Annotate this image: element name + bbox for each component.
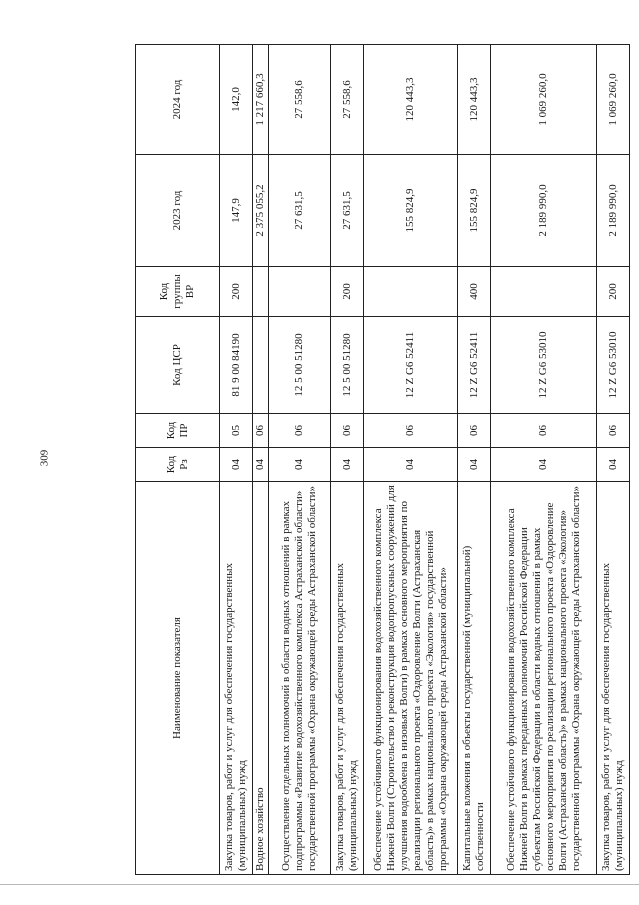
- row-2023: 2 189 990,0: [491, 155, 597, 267]
- row-rz: 04: [458, 448, 491, 482]
- row-pr: 06: [491, 414, 597, 448]
- row-2024: 1 217 660,3: [253, 45, 269, 155]
- page-bottom-rule: [0, 884, 639, 885]
- row-name: Закупка товаров, работ и услуг для обеспечения государственных (муниципальных) нужд: [331, 482, 364, 875]
- header-2023: 2023 год: [136, 155, 220, 267]
- row-pr: 05: [220, 414, 253, 448]
- header-vr: Код группы ВР: [136, 267, 220, 317]
- row-2023: 155 824,9: [458, 155, 491, 267]
- row-pr: 06: [331, 414, 364, 448]
- table-row: [364, 45, 458, 875]
- row-csr: 12 5 00 51280: [269, 317, 331, 414]
- table-row: [491, 45, 597, 875]
- row-2024: 120 443,3: [364, 45, 458, 155]
- row-name: Обеспечение устойчивого функционирования водохозяйственного комплекса Нижней Волги в рамках переданных полномочий Российской Федерации субъектам Российской Федерации в области водных отношений в рамках основного мероприятия по реализации регионального проекта «Оздоровление Волги (Астраханская область)» в рамках национального проекта «Экология» государственной программы «Охрана окружающей среды Астраханской области»: [491, 482, 597, 875]
- row-2024: 27 558,6: [331, 45, 364, 155]
- table-row: [597, 45, 630, 875]
- row-pr: 06: [597, 414, 630, 448]
- budget-table: [135, 44, 630, 875]
- table-row: [458, 45, 491, 875]
- row-rz: 04: [597, 448, 630, 482]
- table-row: [220, 45, 253, 875]
- page-number: 309: [38, 449, 51, 467]
- row-vr: [364, 267, 458, 317]
- row-vr: [253, 267, 269, 317]
- row-vr: 200: [597, 267, 630, 317]
- row-2024: 120 443,3: [458, 45, 491, 155]
- row-2023: 155 824,9: [364, 155, 458, 267]
- row-name: Водное хозяйство: [253, 482, 269, 875]
- row-vr: 200: [220, 267, 253, 317]
- row-csr: 12 Z G6 53010: [597, 317, 630, 414]
- row-2024: 27 558,6: [269, 45, 331, 155]
- row-2023: 2 375 055,2: [253, 155, 269, 267]
- row-pr: 06: [458, 414, 491, 448]
- row-2024: 1 069 260,0: [491, 45, 597, 155]
- table-row: [269, 45, 331, 875]
- table-row: [253, 45, 269, 875]
- row-2024: 1 069 260,0: [597, 45, 630, 155]
- row-name: Закупка товаров, работ и услуг для обеспечения государственных (муниципальных) нужд: [597, 482, 630, 875]
- row-rz: 04: [253, 448, 269, 482]
- header-pr: Код ПР: [136, 414, 220, 448]
- row-rz: 04: [220, 448, 253, 482]
- table-container: [135, 45, 625, 875]
- row-vr: 200: [331, 267, 364, 317]
- row-rz: 04: [331, 448, 364, 482]
- row-name: Капитальные вложения в объекты государственной (муниципальной) собственности: [458, 482, 491, 875]
- row-rz: 04: [491, 448, 597, 482]
- row-vr: [269, 267, 331, 317]
- row-rz: 04: [364, 448, 458, 482]
- row-csr: 12 Z G6 52411: [364, 317, 458, 414]
- table-row: [331, 45, 364, 875]
- row-2023: 147,9: [220, 155, 253, 267]
- row-csr: 12 Z G6 52411: [458, 317, 491, 414]
- row-csr: 12 Z G6 53010: [491, 317, 597, 414]
- row-pr: 06: [269, 414, 331, 448]
- header-rz: Код Рз: [136, 448, 220, 482]
- header-name: Наименование показателя: [136, 482, 220, 875]
- row-2023: 2 189 990,0: [597, 155, 630, 267]
- row-2024: 142,0: [220, 45, 253, 155]
- row-2023: 27 631,5: [331, 155, 364, 267]
- row-vr: 400: [458, 267, 491, 317]
- row-csr: 12 5 00 51280: [331, 317, 364, 414]
- row-2023: 27 631,5: [269, 155, 331, 267]
- row-csr: 81 9 00 84190: [220, 317, 253, 414]
- row-name: Закупка товаров, работ и услуг для обеспечения государственных (муниципальных) нужд: [220, 482, 253, 875]
- row-csr: [253, 317, 269, 414]
- row-pr: 06: [364, 414, 458, 448]
- row-pr: 06: [253, 414, 269, 448]
- row-rz: 04: [269, 448, 331, 482]
- header-csr: Код ЦСР: [136, 317, 220, 414]
- row-vr: [491, 267, 597, 317]
- header-2024: 2024 год: [136, 45, 220, 155]
- row-name: Обеспечение устойчивого функционирования водохозяйственного комплекса Нижней Волги (Строительство и реконструкция водопропускных сооружений для улучшения водообмена в низовьях Волги) в рамках основного мероприятия по реализации регионального проекта «Оздоровление Волги (Астраханская область)» в рамках национального проекта «Экология» государственной программы «Охрана окружающей среды Астраханской области»: [364, 482, 458, 875]
- row-name: Осуществление отдельных полномочий в области водных отношений в рамках подпрограммы «Развитие водохозяйственного комплекса Астраханской области» государственной программы «Охрана окружающей среды Астраханской области»: [269, 482, 331, 875]
